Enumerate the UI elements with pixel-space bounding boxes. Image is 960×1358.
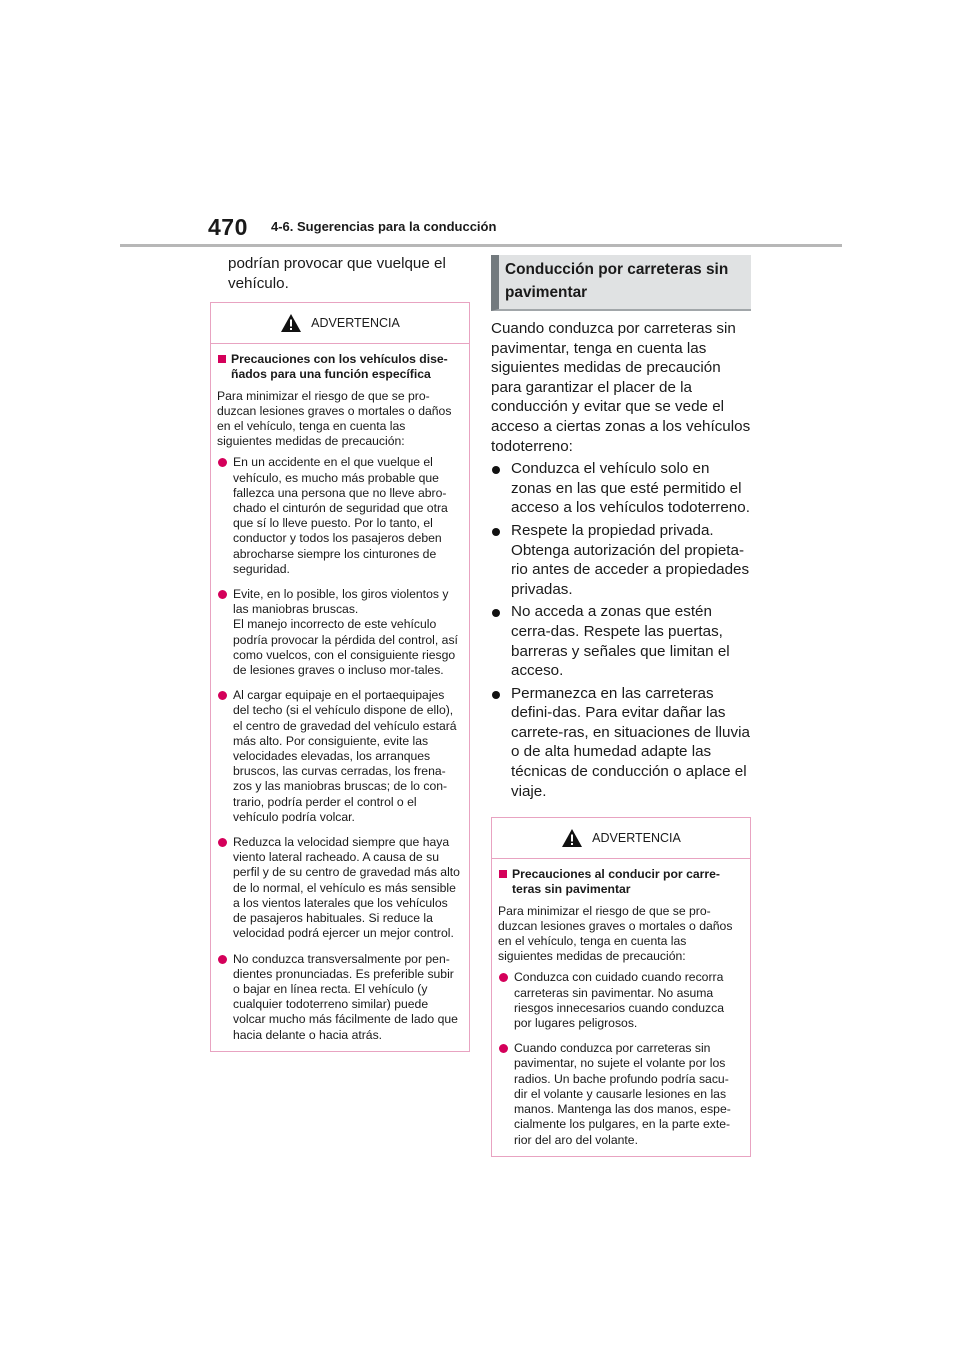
round-bullet-icon xyxy=(218,691,227,700)
warning-intro: Para minimizar el riesgo de que se pro-duzcan lesiones graves o mortales o daños en el vehículo, tenga en cuenta las siguientes medidas de precaución: xyxy=(217,388,452,449)
black-bullet-icon xyxy=(492,466,500,474)
warning-item-text: En un accidente en el que vuelque el vehículo, es mucho más probable que fallezca una persona que no lleve abro-chado el cinturón de seguridad que otra que sí lo lleve puesto. Por lo tanto, el conductor y todos los pasajeros deben abrocharse siempre los cinturones de seguridad. xyxy=(233,455,448,576)
section-title-box xyxy=(491,255,751,311)
warning-triangle-icon xyxy=(280,313,302,333)
list-item-text: Conduzca el vehículo solo en zonas en las que esté permitido el acceso a los vehículos todoterreno. xyxy=(511,460,750,517)
section-heading: 4-6. Sugerencias para la conducción xyxy=(271,219,497,234)
warning-item xyxy=(217,455,461,577)
list-item xyxy=(491,521,751,599)
left-column xyxy=(210,254,470,1052)
warning-subheading-text: Precauciones con los vehículos dise-ñados para una función específica xyxy=(231,352,448,382)
round-bullet-icon xyxy=(218,955,227,964)
round-bullet-icon xyxy=(218,590,227,599)
round-bullet-icon xyxy=(218,838,227,847)
warning-header xyxy=(211,303,469,344)
warning-item-text: Reduzca la velocidad siempre que haya viento lateral racheado. A causa de su perfil y de su centro de gravedad más alto de lo normal, el vehículo es más sensible a los vientos laterales que los vehículos de pasajeros habituales. Si reduce la velocidad podrá ejercer un mejor control. xyxy=(233,835,460,941)
warning-item-text: Al cargar equipaje en el portaequipajes del techo (si el vehículo dispone de ello), el centro de gravedad del vehículo estará más alto. Por consiguiente, evite las velocidades elevadas, los arranques bruscos, las curvas cerradas, los frena-zos y las maniobras bruscas; de lo con-trario, podría perder el control o el vehículo podría volcar. xyxy=(233,688,457,824)
warning-item-text: Cuando conduzca por carreteras sin pavimentar, no sujete el volante por los radios. Un bache profundo podría sacu-dir el volante y causarle lesiones en las manos. Mantenga las dos manos, espe-cialmente los pulgares, en la parte exte-rior del aro del volante. xyxy=(514,1041,731,1147)
square-bullet-icon xyxy=(499,870,507,878)
warning-item xyxy=(217,688,461,825)
list-item xyxy=(491,602,751,680)
round-bullet-icon xyxy=(218,458,227,467)
warning-body xyxy=(211,344,469,1051)
black-bullet-icon xyxy=(492,528,500,536)
warning-item xyxy=(498,1041,742,1147)
warning-item-text: Conduzca con cuidado cuando recorra carreteras sin pavimentar. No asuma riesgos innecesarios cuando conduzca por lugares peligrosos. xyxy=(514,970,725,1031)
warning-intro: Para minimizar el riesgo de que se pro-duzcan lesiones graves o mortales o daños en el vehículo, tenga en cuenta las siguientes medidas de precaución: xyxy=(498,903,733,964)
list-item-text: No acceda a zonas que estén cerra-das. Respete las puertas, barreras y señales que limitan el acceso. xyxy=(511,603,730,680)
list-item-text: Permanezca en las carreteras defini-das. Para evitar dañar las carrete-ras, en situaciones de lluvia o de alta humedad adapte las técnicas de conducción o aplace el viaje. xyxy=(511,684,750,800)
warning-item xyxy=(217,587,461,678)
intro-paragraph: Cuando conduzca por carreteras sin pavimentar, tenga en cuenta las siguientes medidas de precaución para garantizar el placer de la conducción y evitar que se vede el acceso a ciertas zonas a los vehículos todoterreno: xyxy=(491,320,751,455)
black-bullet-icon xyxy=(492,691,500,699)
warning-box xyxy=(210,302,470,1052)
warning-header xyxy=(492,818,750,859)
round-bullet-icon xyxy=(499,1044,508,1053)
right-column xyxy=(491,255,751,1157)
warning-item xyxy=(498,970,742,1031)
square-bullet-icon xyxy=(218,355,226,363)
warning-box xyxy=(491,817,751,1156)
list-item xyxy=(491,459,751,518)
warning-item-text: No conduzca transversalmente por pen-dientes pronunciadas. Es preferible subir o bajar en línea recta. El vehículo (y cualquier todoterreno similar) puede volcar mucho más fácilmente de lado que hacia delante o hacia atrás. xyxy=(233,951,458,1042)
black-bullet-icon xyxy=(492,609,500,617)
round-bullet-icon xyxy=(499,973,508,982)
bullet-list xyxy=(491,459,751,801)
warning-title: ADVERTENCIA xyxy=(311,316,400,331)
page-number: 470 xyxy=(208,214,248,240)
warning-title: ADVERTENCIA xyxy=(592,831,681,846)
warning-subheading xyxy=(498,867,742,897)
warning-item-text: Evite, en lo posible, los giros violentos y las maniobras bruscas. El manejo incorrecto de este vehículo podría provocar la pérdida del control, así como vuelcos, con el consiguiente riesgo de lesiones graves o incluso mor-tales. xyxy=(233,587,458,678)
warning-subheading xyxy=(217,352,461,382)
warning-body xyxy=(492,859,750,1155)
header-rule xyxy=(120,244,842,247)
warning-item xyxy=(217,835,461,941)
list-item-text: Respete la propiedad privada. Obtenga autorización del propieta-rio antes de acceder a propiedades privadas. xyxy=(511,521,750,598)
lead-text: podrían provocar que vuelque el vehículo. xyxy=(228,255,446,292)
list-item xyxy=(491,684,751,802)
warning-subheading-text: Precauciones al conducir por carre-teras sin pavimentar xyxy=(512,867,720,897)
warning-item xyxy=(217,952,461,1043)
warning-triangle-icon xyxy=(561,828,583,848)
section-title: Conducción por carreteras sin pavimentar xyxy=(505,261,729,301)
